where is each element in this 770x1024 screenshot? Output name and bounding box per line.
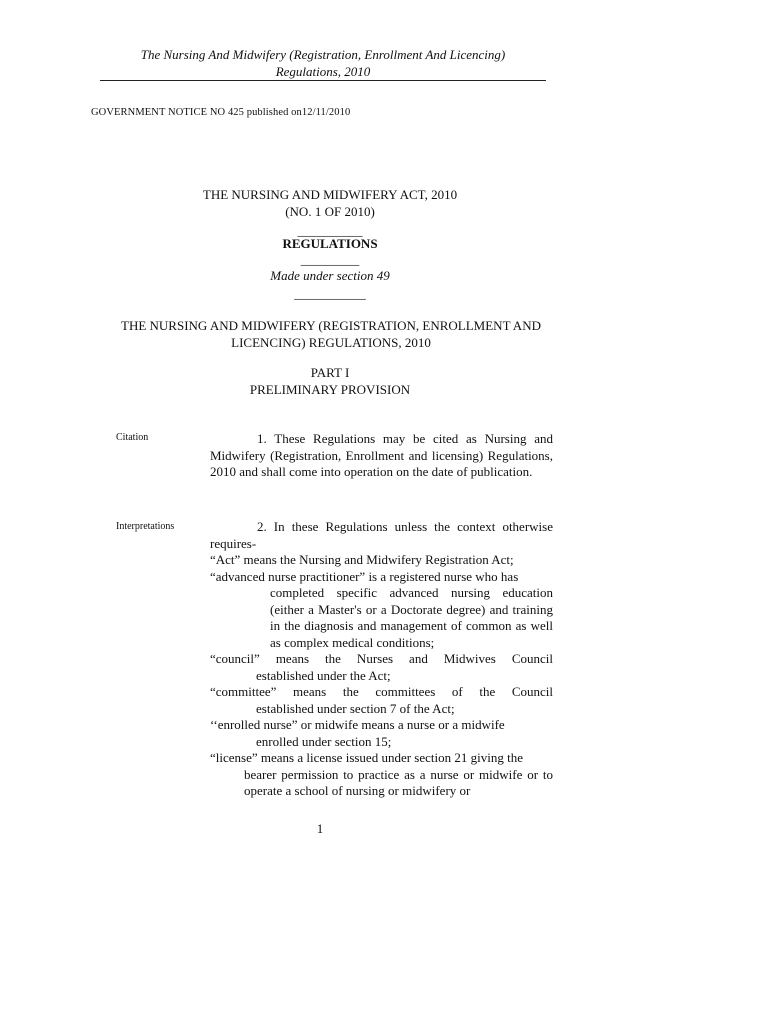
- government-notice: GOVERNMENT NOTICE NO 425 published on12/11/2010: [91, 107, 351, 118]
- definition-anp-body: completed specific advanced nursing education (either a Master's or a Doctorate degree) and training in the diagnosis and management of common as well as complex medical conditions;: [270, 585, 553, 650]
- interpretations-paragraph: [210, 519, 553, 800]
- regulations-long-title: THE NURSING AND MIDWIFERY (REGISTRATION, ENROLLMENT AND LICENCING) REGULATIONS, 2010: [121, 318, 541, 350]
- definition-council-body: established under the Act;: [256, 667, 391, 683]
- separator-line: __________: [297, 223, 363, 238]
- made-under-section: Made under section 49: [270, 268, 390, 283]
- interpretations-lead: 2. In these Regulations unless the context otherwise requires-: [210, 519, 553, 551]
- margin-note-citation: Citation: [116, 432, 149, 443]
- definition-license-head: “license” means a license issued under section 21 giving the: [210, 750, 523, 765]
- page-number: 1: [316, 821, 324, 836]
- running-title-line2: Regulations, 2010: [275, 64, 371, 79]
- definition-enrolled-body: enrolled under section 15;: [256, 733, 392, 749]
- regulations-heading: REGULATIONS: [282, 236, 378, 251]
- definition-committee-head: “committee” means the committees of the Council: [210, 684, 553, 699]
- definition-council-head: “council” means the Nurses and Midwives Council: [210, 651, 553, 666]
- definition-committee-body: established under section 7 of the Act;: [256, 700, 455, 716]
- act-number: (NO. 1 OF 2010): [285, 204, 375, 219]
- part-number: PART I: [310, 365, 350, 380]
- definition-act: “Act” means the Nursing and Midwifery Registration Act;: [210, 552, 514, 567]
- separator-line: _________: [300, 252, 360, 267]
- margin-note-interpretations: Interpretations: [116, 521, 175, 532]
- header-rule: [100, 80, 546, 81]
- running-header: [100, 46, 546, 80]
- part-title: PRELIMINARY PROVISION: [249, 382, 411, 397]
- definition-license-body: bearer permission to practice as a nurse or midwife or to operate a school of nursing or midwifery or: [244, 766, 553, 798]
- citation-paragraph: 1. These Regulations may be cited as Nursing and Midwifery (Registration, Enrollment and licensing) Regulations, 2010 and shall come into operation on the date of publication.: [210, 431, 553, 479]
- running-title-line1: The Nursing And Midwifery (Registration, Enrollment And Licencing): [140, 47, 506, 62]
- definition-anp-head: “advanced nurse practitioner” is a registered nurse who has: [210, 568, 519, 584]
- act-title: THE NURSING AND MIDWIFERY ACT, 2010: [202, 187, 458, 202]
- definition-enrolled-head: ‘‘enrolled nurse” or midwife means a nurse or a midwife: [210, 717, 505, 732]
- separator-line: ___________: [294, 286, 366, 301]
